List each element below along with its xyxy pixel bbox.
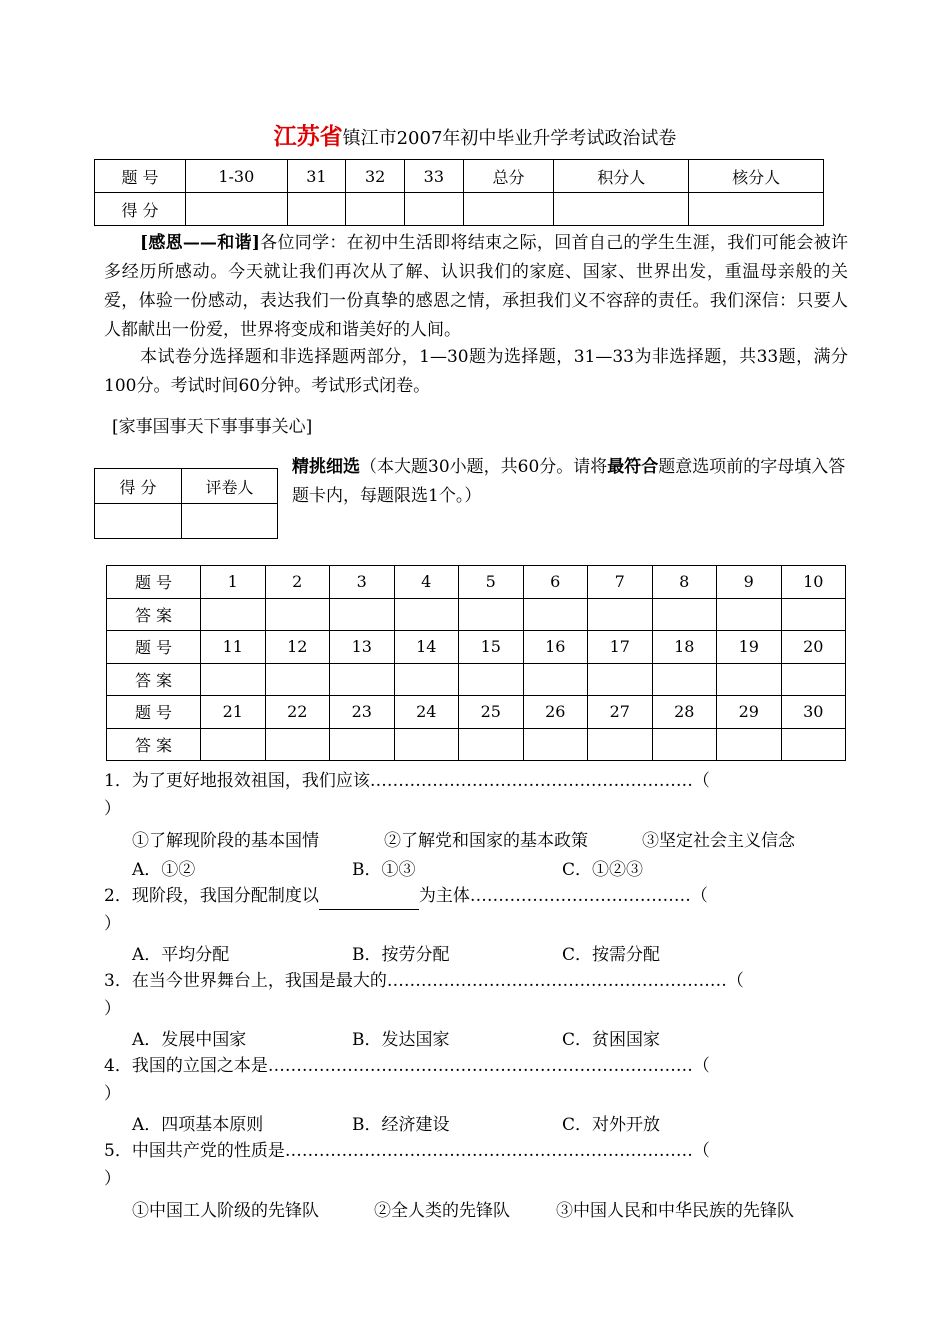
answer-label: 答 案 xyxy=(107,598,201,631)
intro-bold-prefix: [感恩——和谐] xyxy=(140,233,260,253)
answer-row xyxy=(107,663,846,696)
answer-num-cell: 19 xyxy=(717,631,782,664)
section-heading: [家事国事天下事事事关心] xyxy=(112,417,313,437)
answer-row xyxy=(107,728,846,761)
q4-option-b[interactable]: B．经济建设 xyxy=(352,1115,450,1135)
question-5-close: ） xyxy=(104,1169,121,1189)
answer-label: 答 案 xyxy=(107,663,201,696)
grader-cell[interactable] xyxy=(95,504,182,539)
score-value-row xyxy=(95,193,824,226)
answer-num-cell: 22 xyxy=(265,696,330,729)
answer-num-cell: 5 xyxy=(459,566,524,599)
question-1-close: ） xyxy=(104,799,121,819)
answer-num-cell: 8 xyxy=(652,566,717,599)
title-province: 江苏省 xyxy=(273,123,343,150)
score-header-cell: 积分人 xyxy=(554,160,689,193)
answer-num-cell: 11 xyxy=(201,631,266,664)
question-5 xyxy=(104,1137,848,1193)
instr-bold-1: 精挑细选 xyxy=(292,457,360,477)
grader-col-score: 得 分 xyxy=(95,469,182,504)
score-table xyxy=(94,159,824,226)
answer-num-cell: 18 xyxy=(652,631,717,664)
answer-num-cell: 1 xyxy=(201,566,266,599)
answer-table xyxy=(106,565,846,761)
answer-cell[interactable] xyxy=(588,728,653,761)
answer-num-cell: 27 xyxy=(588,696,653,729)
grader-table xyxy=(94,468,278,539)
q5-statement-3: ③中国人民和中华民族的先锋队 xyxy=(556,1201,794,1221)
answer-cell[interactable] xyxy=(330,728,395,761)
answer-num-cell: 15 xyxy=(459,631,524,664)
answer-num-cell: 17 xyxy=(588,631,653,664)
question-2-stem-b: 为主体…………………………………（ xyxy=(418,886,708,906)
answer-cell[interactable] xyxy=(717,663,782,696)
answer-num-cell: 12 xyxy=(265,631,330,664)
instr-bold-2: 最符合 xyxy=(607,457,659,477)
answer-cell[interactable] xyxy=(265,663,330,696)
answer-cell[interactable] xyxy=(781,598,846,631)
answer-cell[interactable] xyxy=(459,728,524,761)
answer-cell[interactable] xyxy=(652,598,717,631)
q2-option-a[interactable]: A．平均分配 xyxy=(132,945,230,965)
answer-num-cell: 24 xyxy=(394,696,459,729)
question-4-close: ） xyxy=(104,1084,121,1104)
answer-num-cell: 14 xyxy=(394,631,459,664)
answer-num-cell: 3 xyxy=(330,566,395,599)
q5-statement-2: ②全人类的先锋队 xyxy=(374,1201,510,1221)
answer-cell[interactable] xyxy=(265,728,330,761)
answer-cell[interactable] xyxy=(394,728,459,761)
answer-num-cell: 16 xyxy=(523,631,588,664)
question-2-stem-a: 2．现阶段，我国分配制度以 xyxy=(104,886,319,906)
score-cell[interactable] xyxy=(554,193,689,226)
answer-num-cell: 6 xyxy=(523,566,588,599)
answer-num-cell: 4 xyxy=(394,566,459,599)
q5-statement-1: ①中国工人阶级的先锋队 xyxy=(132,1201,319,1221)
q2-option-b[interactable]: B．按劳分配 xyxy=(352,945,450,965)
answer-cell[interactable] xyxy=(523,728,588,761)
answer-cell[interactable] xyxy=(781,663,846,696)
question-4-stem: 4．我国的立国之本是…………………………………………………………………（ xyxy=(104,1056,710,1076)
answer-cell[interactable] xyxy=(588,663,653,696)
question-5-stem: 5．中国共产党的性质是………………………………………………………………（ xyxy=(104,1141,710,1161)
section-instructions xyxy=(292,453,848,511)
answer-cell[interactable] xyxy=(781,728,846,761)
answer-cell[interactable] xyxy=(717,598,782,631)
answer-num-cell: 21 xyxy=(201,696,266,729)
score-cell[interactable] xyxy=(463,193,554,226)
score-header-row xyxy=(95,160,824,193)
answer-num-cell: 7 xyxy=(588,566,653,599)
answer-row xyxy=(107,598,846,631)
answer-num-cell: 23 xyxy=(330,696,395,729)
answer-num-cell: 10 xyxy=(781,566,846,599)
answer-cell[interactable] xyxy=(330,598,395,631)
q1-option-c[interactable]: C．①②③ xyxy=(562,860,644,880)
answer-cell[interactable] xyxy=(588,598,653,631)
q3-option-b[interactable]: B．发达国家 xyxy=(352,1030,450,1050)
question-1-stem: 1．为了更好地报效祖国，我们应该…………………………………………………（ xyxy=(104,771,710,791)
answer-cell[interactable] xyxy=(523,598,588,631)
score-header-cell: 题 号 xyxy=(95,160,186,193)
exam-info: 本试卷分选择题和非选择题两部分，1—30题为选择题，31—33为非选择题，共33题，满分100分。考试时间60分钟。考试形式闭卷。 xyxy=(104,347,848,396)
answer-cell[interactable] xyxy=(459,598,524,631)
q1-statement-3: ③坚定社会主义信念 xyxy=(642,831,795,851)
question-2-close: ） xyxy=(104,914,121,934)
score-row-label: 得 分 xyxy=(95,193,186,226)
q3-option-c[interactable]: C．贫困国家 xyxy=(562,1030,661,1050)
q3-option-a[interactable]: A．发展中国家 xyxy=(132,1030,247,1050)
grader-cell[interactable] xyxy=(182,504,278,539)
question-2-stem xyxy=(104,882,848,910)
answer-num-cell: 13 xyxy=(330,631,395,664)
answer-num-cell: 2 xyxy=(265,566,330,599)
score-cell[interactable] xyxy=(689,193,824,226)
answer-num-label: 题 号 xyxy=(107,631,201,664)
instr-part-2: 题意选项前的字母填入答题卡内，每题限选1个。） xyxy=(292,457,846,506)
answer-num-label: 题 号 xyxy=(107,696,201,729)
answer-cell[interactable] xyxy=(459,663,524,696)
answer-num-cell: 28 xyxy=(652,696,717,729)
answer-label: 答 案 xyxy=(107,728,201,761)
question-3 xyxy=(104,967,848,1023)
answer-num-row xyxy=(107,566,846,599)
answer-cell[interactable] xyxy=(394,598,459,631)
answer-cell[interactable] xyxy=(394,663,459,696)
question-2 xyxy=(104,882,848,938)
q4-option-a[interactable]: A．四项基本原则 xyxy=(132,1115,264,1135)
answer-cell[interactable] xyxy=(523,663,588,696)
score-cell[interactable] xyxy=(287,193,346,226)
score-header-cell: 32 xyxy=(346,160,405,193)
answer-cell[interactable] xyxy=(201,728,266,761)
intro-text: 各位同学：在初中生活即将结束之际，回首自己的学生生涯，我们可能会被许多经历所感动。今天就让我们再次从了解、认识我们的家庭、国家、世界出发，重温母亲般的关爱，体验一份感动，表达我们一份真挚的感恩之情，承担我们义不容辞的责任。我们深信：只要人人都献出一份爱，世界将变成和谐美好的人间。 xyxy=(104,233,848,340)
score-header-cell: 31 xyxy=(287,160,346,193)
answer-num-row xyxy=(107,696,846,729)
q1-option-b[interactable]: B．①③ xyxy=(352,860,416,880)
answer-cell[interactable] xyxy=(652,728,717,761)
answer-num-cell: 25 xyxy=(459,696,524,729)
answer-cell[interactable] xyxy=(201,663,266,696)
answer-cell[interactable] xyxy=(652,663,717,696)
answer-cell[interactable] xyxy=(717,728,782,761)
score-cell[interactable] xyxy=(404,193,463,226)
q1-statement-2: ②了解党和国家的基本政策 xyxy=(384,831,588,851)
score-cell[interactable] xyxy=(346,193,405,226)
question-1 xyxy=(104,767,848,823)
intro-paragraph xyxy=(104,229,848,345)
answer-num-row xyxy=(107,631,846,664)
grader-col-grader: 评卷人 xyxy=(182,469,278,504)
answer-cell[interactable] xyxy=(330,663,395,696)
grader-value-row xyxy=(95,504,278,539)
answer-num-cell: 26 xyxy=(523,696,588,729)
q4-option-c[interactable]: C．对外开放 xyxy=(562,1115,661,1135)
q1-statement-1: ①了解现阶段的基本国情 xyxy=(132,831,319,851)
page-title xyxy=(0,118,950,151)
score-header-cell: 核分人 xyxy=(689,160,824,193)
q2-option-c[interactable]: C．按需分配 xyxy=(562,945,661,965)
q1-option-a[interactable]: A．①② xyxy=(132,860,196,880)
score-header-cell: 1-30 xyxy=(186,160,288,193)
answer-num-cell: 9 xyxy=(717,566,782,599)
question-3-close: ） xyxy=(104,999,121,1019)
question-4 xyxy=(104,1052,848,1108)
title-rest: 镇江市2007年初中毕业升学考试政治试卷 xyxy=(342,128,677,149)
answer-num-cell: 30 xyxy=(781,696,846,729)
score-header-cell: 33 xyxy=(404,160,463,193)
answer-num-cell: 29 xyxy=(717,696,782,729)
answer-num-label: 题 号 xyxy=(107,566,201,599)
score-header-cell: 总分 xyxy=(463,160,554,193)
question-3-stem: 3．在当今世界舞台上，我国是最大的……………………………………………………（ xyxy=(104,971,744,991)
answer-cell[interactable] xyxy=(265,598,330,631)
score-cell[interactable] xyxy=(186,193,288,226)
answer-cell[interactable] xyxy=(201,598,266,631)
answer-num-cell: 20 xyxy=(781,631,846,664)
answer-blank[interactable] xyxy=(319,891,419,910)
grader-header-row xyxy=(95,469,278,504)
instr-part-1: （本大题30小题，共60分。请将 xyxy=(360,457,608,477)
